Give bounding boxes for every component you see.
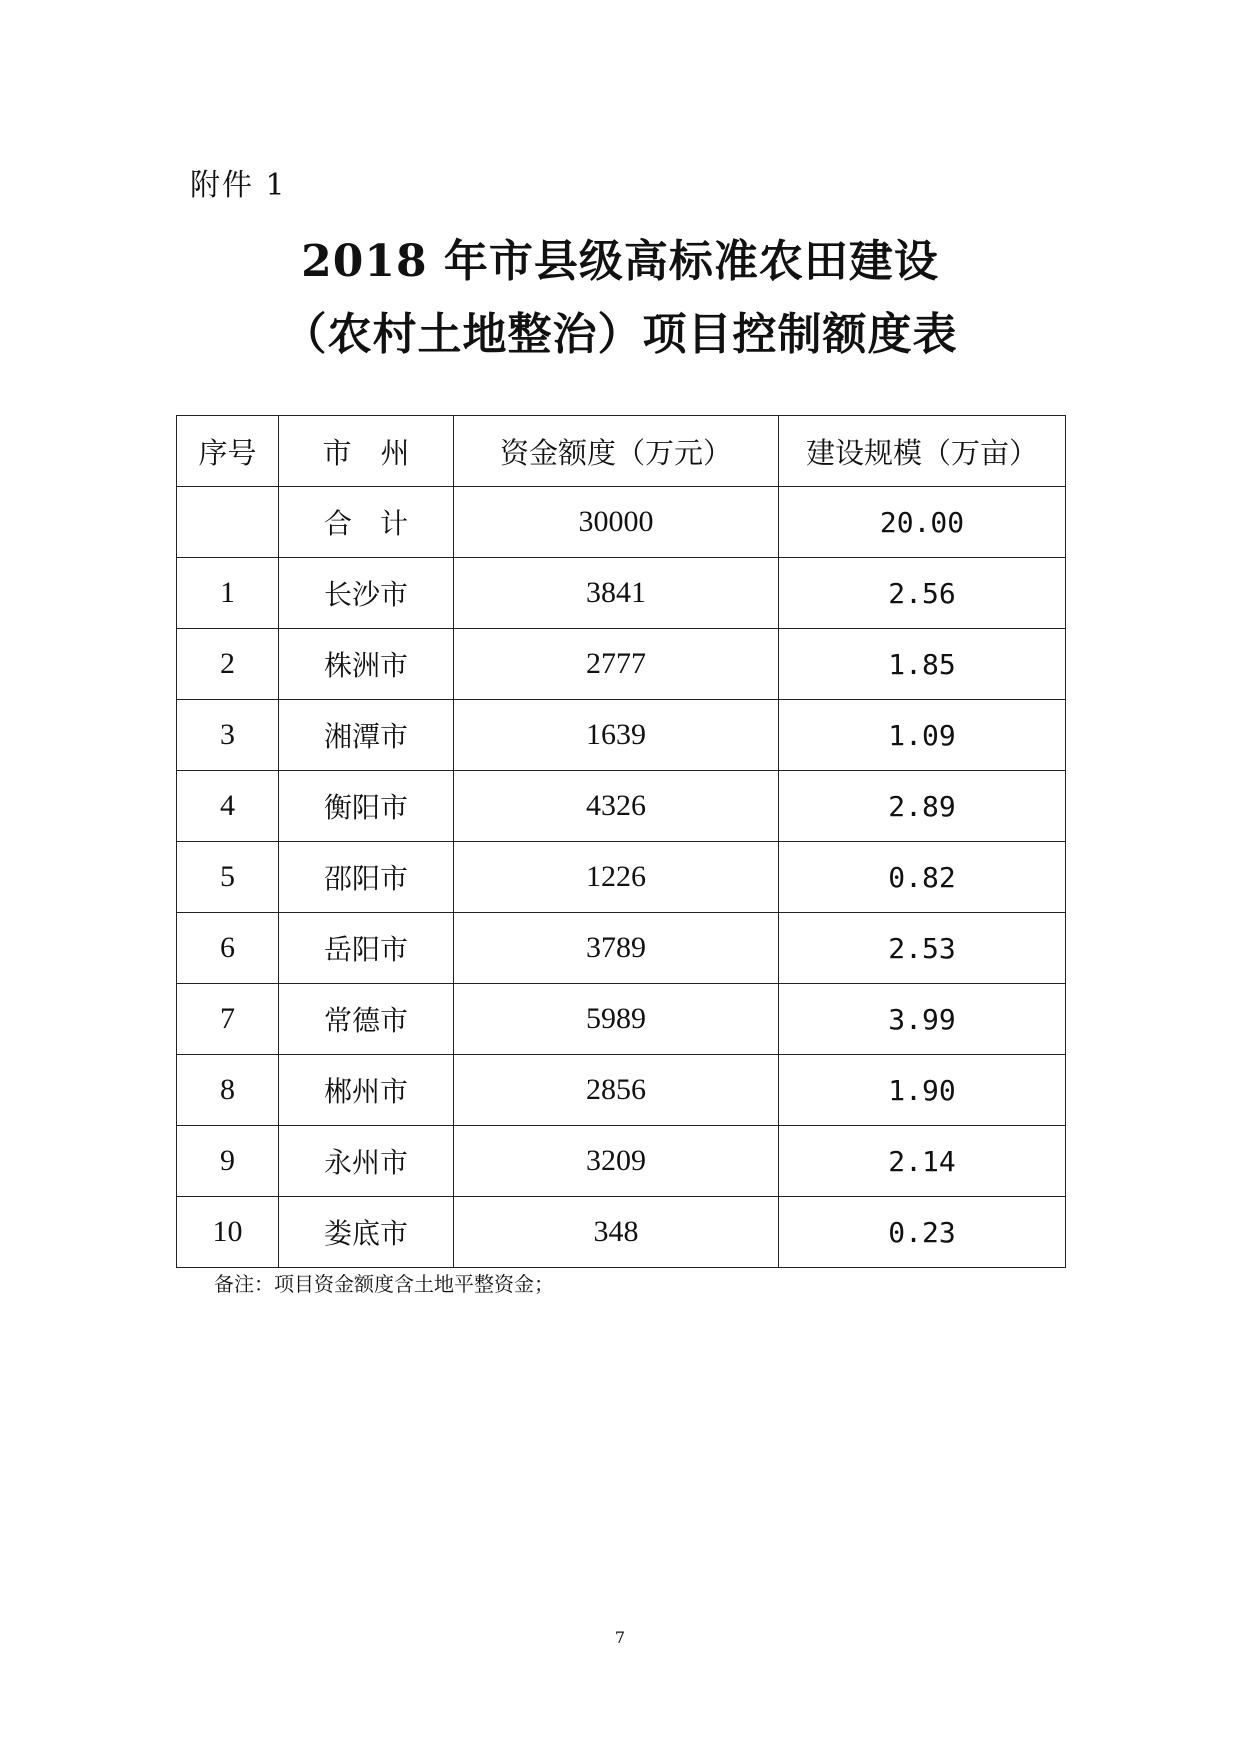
attachment-label: 附件 1 — [190, 168, 287, 203]
row-city-cell: 衡阳市 — [279, 771, 454, 842]
document-title-line-2: （农村土地整治）项目控制额度表 — [282, 309, 958, 360]
header-city: 市 州 — [279, 416, 454, 487]
table-row — [177, 771, 1066, 842]
row-funds-cell: 4326 — [454, 771, 779, 842]
table-row — [177, 629, 1066, 700]
row-city-cell: 长沙市 — [279, 558, 454, 629]
table-row — [177, 1055, 1066, 1126]
row-funds-cell: 3789 — [454, 913, 779, 984]
row-scale-cell: 2.56 — [779, 558, 1066, 629]
header-funds: 资金额度（万元） — [454, 416, 779, 487]
table-row — [177, 842, 1066, 913]
total-scale-cell: 20.00 — [779, 487, 1066, 558]
row-city-cell: 常德市 — [279, 984, 454, 1055]
table-row — [177, 700, 1066, 771]
row-city-cell: 湘潭市 — [279, 700, 454, 771]
row-city-cell: 岳阳市 — [279, 913, 454, 984]
row-scale-cell: 0.82 — [779, 842, 1066, 913]
row-scale-cell: 0.23 — [779, 1197, 1066, 1268]
total-label-cell: 合 计 — [279, 487, 454, 558]
row-funds-cell: 3841 — [454, 558, 779, 629]
row-city-cell: 娄底市 — [279, 1197, 454, 1268]
table-footnote: 备注：项目资金额度含土地平整资金； — [214, 1272, 554, 1296]
total-serial-cell — [177, 487, 279, 558]
row-city-cell: 永州市 — [279, 1126, 454, 1197]
header-scale: 建设规模（万亩） — [779, 416, 1066, 487]
row-city-cell: 株洲市 — [279, 629, 454, 700]
table-row — [177, 558, 1066, 629]
row-serial-cell: 5 — [177, 842, 279, 913]
row-city-cell: 邵阳市 — [279, 842, 454, 913]
row-funds-cell: 348 — [454, 1197, 779, 1268]
table-row — [177, 1197, 1066, 1268]
row-serial-cell: 9 — [177, 1126, 279, 1197]
row-serial-cell: 6 — [177, 913, 279, 984]
row-serial-cell: 7 — [177, 984, 279, 1055]
quota-table — [176, 415, 1066, 1268]
row-city-cell: 郴州市 — [279, 1055, 454, 1126]
row-serial-cell: 4 — [177, 771, 279, 842]
row-serial-cell: 10 — [177, 1197, 279, 1268]
table-total-row — [177, 487, 1066, 558]
row-funds-cell: 5989 — [454, 984, 779, 1055]
row-funds-cell: 2777 — [454, 629, 779, 700]
row-serial-cell: 2 — [177, 629, 279, 700]
row-serial-cell: 1 — [177, 558, 279, 629]
row-funds-cell: 2856 — [454, 1055, 779, 1126]
row-scale-cell: 1.09 — [779, 700, 1066, 771]
row-funds-cell: 3209 — [454, 1126, 779, 1197]
row-scale-cell: 1.90 — [779, 1055, 1066, 1126]
document-title-line-1: 2018 年市县级高标准农田建设 — [301, 236, 939, 287]
row-funds-cell: 1226 — [454, 842, 779, 913]
row-scale-cell: 3.99 — [779, 984, 1066, 1055]
table-row — [177, 984, 1066, 1055]
row-scale-cell: 2.14 — [779, 1126, 1066, 1197]
table-header-row — [177, 416, 1066, 487]
row-scale-cell: 1.85 — [779, 629, 1066, 700]
row-scale-cell: 2.89 — [779, 771, 1066, 842]
page-number: 7 — [614, 1628, 626, 1647]
row-scale-cell: 2.53 — [779, 913, 1066, 984]
table-row — [177, 913, 1066, 984]
row-serial-cell: 3 — [177, 700, 279, 771]
total-funds-cell: 30000 — [454, 487, 779, 558]
row-funds-cell: 1639 — [454, 700, 779, 771]
row-serial-cell: 8 — [177, 1055, 279, 1126]
table-row — [177, 1126, 1066, 1197]
header-serial-number: 序号 — [177, 416, 279, 487]
